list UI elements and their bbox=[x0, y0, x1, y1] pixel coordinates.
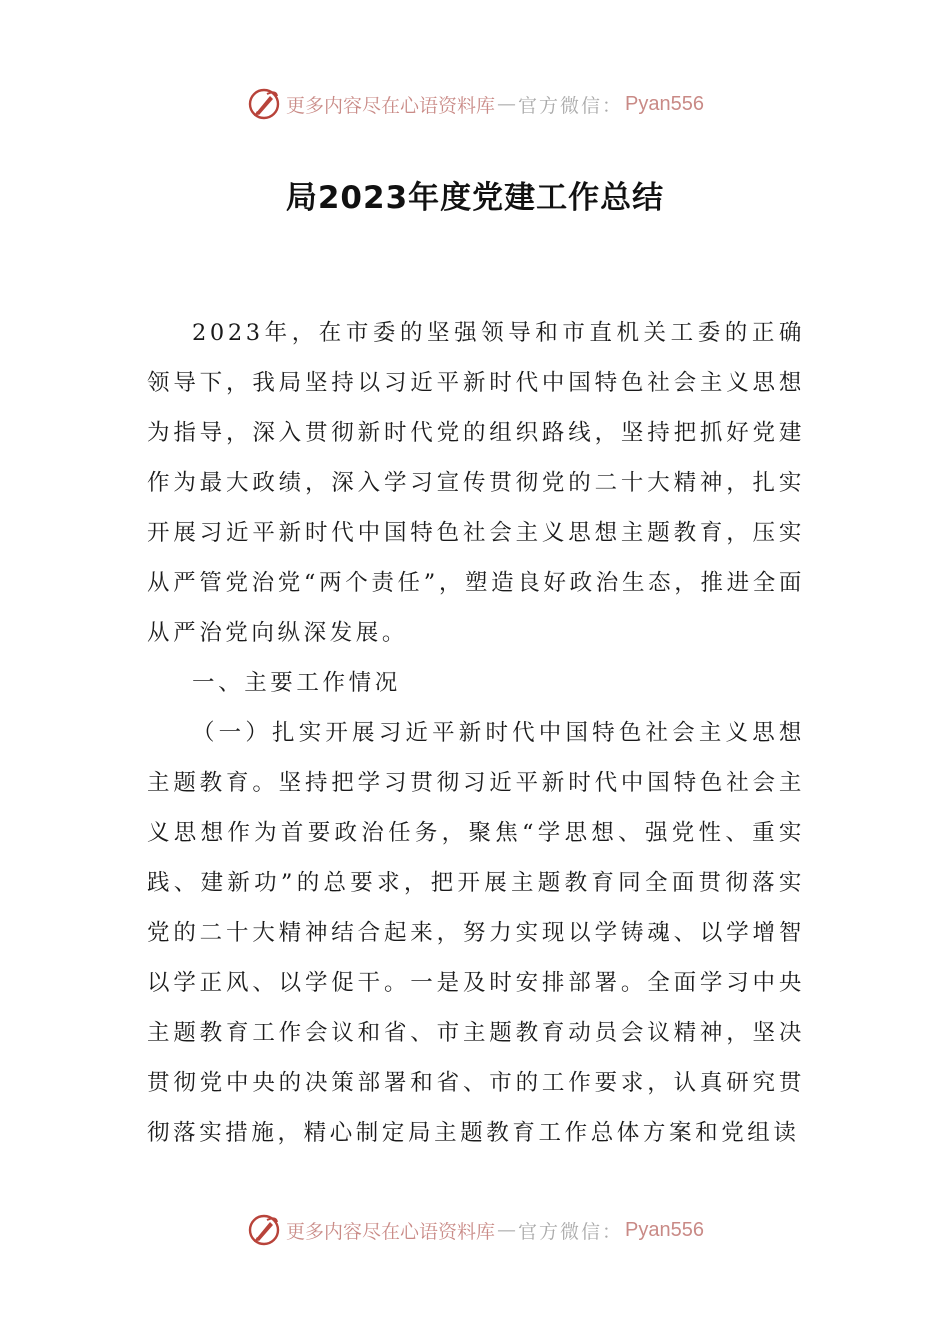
footer-wechat-id: Pyan556 bbox=[625, 1218, 704, 1241]
header-dash: — bbox=[497, 93, 517, 115]
header-wechat-id: Pyan556 bbox=[625, 92, 704, 115]
header-wechat-label: 官方微信： bbox=[518, 94, 624, 117]
document-body bbox=[147, 308, 805, 1158]
footer-watermark bbox=[0, 1210, 950, 1250]
header-slogan: 更多内容尽在心语资料库 bbox=[286, 94, 496, 117]
footer-wechat-label: 官方微信： bbox=[518, 1220, 624, 1243]
document-title: 局2023年度党建工作总结 bbox=[285, 180, 665, 216]
section-heading: 一、主要工作情况 bbox=[192, 670, 401, 696]
footer-dash: — bbox=[497, 1219, 517, 1241]
footer-slogan: 更多内容尽在心语资料库 bbox=[286, 1220, 496, 1243]
pen-nib-logo-icon bbox=[246, 1212, 282, 1248]
intro-paragraph: 2023年，在市委的坚强领导和市直机关工委的正确领导下，我局坚持以习近平新时代中国特色社会主义思想为指导，深入贯彻新时代党的组织路线，坚持把抓好党建作为最大政绩，深入学习宣传贯彻党的二十大精神，扎实开展习近平新时代中国特色社会主义思想主题教育，压实从严管党治党“两个责任”，塑造良好政治生态，推进全面从严治党向纵深发展。 bbox=[147, 320, 805, 646]
header-watermark bbox=[0, 84, 950, 124]
pen-nib-logo-icon bbox=[246, 86, 282, 122]
subsection-paragraph: （一）扎实开展习近平新时代中国特色社会主义思想主题教育。坚持把学习贯彻习近平新时代中国特色社会主义思想作为首要政治任务，聚焦“学思想、强党性、重实践、建新功”的总要求，把开展主题教育同全面贯彻落实党的二十大精神结合起来，努力实现以学铸魂、以学增智以学正风、以学促干。一是及时安排部署。全面学习中央主题教育工作会议和省、市主题教育动员会议精神，坚决贯彻党中央的决策部署和省、市的工作要求，认真研究贯彻落实措施，精心制定局主题教育工作总体方案和党组读 bbox=[147, 720, 805, 1146]
